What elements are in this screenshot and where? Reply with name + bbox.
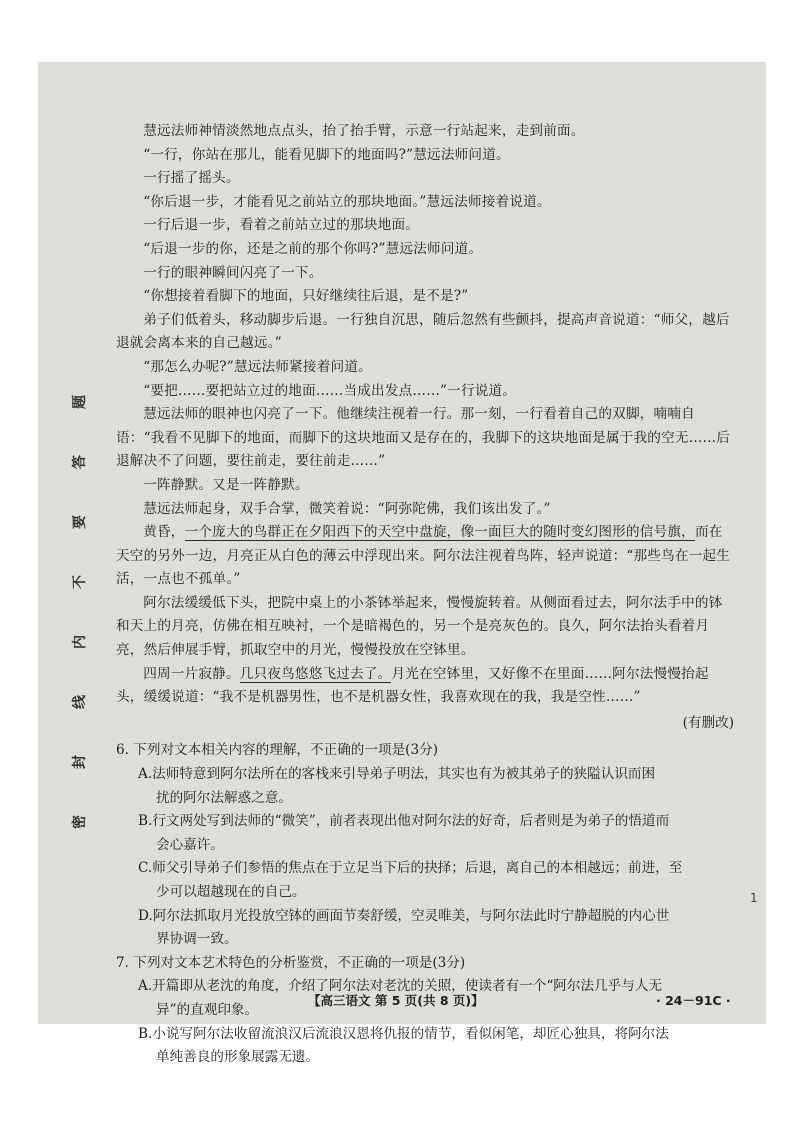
question-6-option-d <box>116 905 734 952</box>
option-letter: B. <box>138 813 153 830</box>
option-text: 开篇即从老沈的角度，介绍了阿尔法对老沈的关照，使读者有一个“阿尔法几乎与人无 <box>152 978 663 995</box>
footer-exam-code: · 24－91C · <box>656 993 731 1008</box>
option-letter: C. <box>138 860 153 877</box>
passage-paragraph: 弟子们低着头，移动脚步后退。一行独自沉思，随后忽然有些颤抖，提高声音说道：“师父，越后退就会离本来的自己越远。” <box>116 311 730 352</box>
question-6-option-b <box>116 810 734 857</box>
page-footer <box>38 987 766 1011</box>
passage-paragraph: “那怎么办呢?”慧远法师紧接着问道。 <box>143 358 372 375</box>
passage-paragraph: “要把……要把站立过的地面……当成出发点……”一行说道。 <box>143 382 517 399</box>
passage-paragraph: “你后退一步，才能看见之前站立的那块地面。”慧远法师接着说道。 <box>143 193 551 210</box>
option-text-cont: 单纯善良的形象展露无遗。 <box>156 1049 320 1066</box>
page-edge-mark: 1 <box>750 891 758 905</box>
option-letter: A. <box>138 978 153 995</box>
seal-char: 不 <box>72 575 88 589</box>
option-text-cont: 异”的直观印象。 <box>156 1001 259 1018</box>
seal-char: 要 <box>72 515 88 529</box>
passage-paragraph: “你想接着看脚下的地面，只好继续往后退，是不是?” <box>143 288 469 305</box>
seal-char: 题 <box>72 395 88 409</box>
option-text: 小说写阿尔法收留流浪汉后流浪汉恩将仇报的情节，看似闲笔，却匠心独具，将阿尔法 <box>152 1025 669 1042</box>
seal-margin <box>38 62 100 1024</box>
option-text-cont: 扰的阿尔法解惑之意。 <box>156 789 292 806</box>
option-text-cont: 少可以超越现在的自己。 <box>156 884 306 900</box>
question-6-stem: 6. 下列对文本相关内容的理解，不正确的一项是(3分) <box>116 742 439 759</box>
question-6-option-a <box>116 763 734 810</box>
seal-char: 答 <box>72 455 88 469</box>
text-run: 四周一片寂静。 <box>143 665 240 682</box>
seal-char: 内 <box>72 635 88 649</box>
underlined-sentence: 几只夜鸟悠悠飞过去了。 <box>239 665 392 682</box>
option-text: 师父引导弟子们参悟的焦点在于立足当下后的抉择；后退，离自己的本相越远；前进，至 <box>152 860 683 877</box>
passage-paragraph: 一行摇了摇头。 <box>143 170 240 187</box>
passage-paragraph: 慧远法师神情淡然地点点头，抬了抬手臂，示意一行站起来，走到前面。 <box>143 123 585 139</box>
text-run: 而在天空的另外一边，月亮正从白色的薄云中浮现出来。阿尔法注视着鸟阵，轻声说道：“那些鸟在一起生活，一点也不孤单。” <box>116 524 731 588</box>
revised-note: (有删改) <box>682 714 734 731</box>
passage-paragraph: 阿尔法缓缓低下头，把院中桌上的小茶钵举起来，慢慢旋转着。从侧面看过去，阿尔法手中的钵和天上的月亮，仿佛在相互映衬，一个是暗褐色的，另一个是亮灰色的。良久，阿尔法抬头看着月亮，然后伸展手臂，抓取空中的月光，慢慢投放在空钵里。 <box>116 594 723 659</box>
question-7-option-b <box>116 1023 734 1070</box>
passage-paragraph: “一行，你站在那儿，能看见脚下的地面吗?”慧远法师问道。 <box>143 146 510 163</box>
passage-paragraph: 一行的眼神瞬间闪亮了一下。 <box>143 264 323 281</box>
passage-paragraph: 一阵静默。又是一阵静默。 <box>143 476 309 493</box>
option-letter: A. <box>138 766 153 783</box>
seal-char: 线 <box>72 695 88 709</box>
passage-paragraph-night <box>116 663 734 710</box>
question-6-option-c <box>116 857 734 904</box>
passage-paragraph-dusk <box>116 521 734 592</box>
option-text: 行文两处写到法师的“微笑”，前者表现出他对阿尔法的好奇，后者则是为弟子的悟道而 <box>152 813 670 830</box>
passage-paragraph: 慧远法师的眼神也闪亮了一下。他继续注视着一行。那一刻，一行看着自己的双脚，喃喃自语：“我看不见脚下的地面，而脚下的这块地面又是存在的，我脚下的这块地面是属于我的空无……后退解决不了问题，要往前走，要往前走……” <box>116 406 731 470</box>
footer-page-label: 【高三语文 第 5 页(共 8 页)】 <box>308 993 484 1008</box>
exam-page-photo <box>38 62 766 1066</box>
text-run: 月光在空钵里，又好像不在里面……阿尔法慢慢抬起头，缓缓说道：“我不是机器男性，也不是机器女性，我喜欢现在的我，我是空性……” <box>116 665 709 706</box>
seal-char: 封 <box>72 755 88 769</box>
option-letter: B. <box>138 1025 153 1042</box>
question-7-stem: 7. 下列对文本艺术特色的分析鉴赏，不正确的一项是(3分) <box>116 954 466 971</box>
underlined-sentence: 一个庞大的鸟群正在夕阳西下的天空中盘旋，像一面巨大的随时变幻图形的信号旗， <box>184 524 695 541</box>
seal-char: 密 <box>72 815 88 829</box>
passage-paragraph: “后退一步的你，还是之前的那个你吗?”慧远法师问道。 <box>143 240 483 257</box>
text-run: 黄昏， <box>143 524 185 541</box>
seal-line-text <box>66 392 92 832</box>
option-letter: D. <box>138 907 153 924</box>
page-body <box>116 120 734 1070</box>
passage-paragraph: 慧远法师起身，双手合掌，微笑着说：“阿弥陀佛，我们该出发了。” <box>143 500 551 517</box>
option-text: 阿尔法抓取月光投放空钵的画面节奏舒缓，空灵唯美，与阿尔法此时宁静超脱的内心世 <box>152 907 670 924</box>
option-text-cont: 界协调一致。 <box>156 931 238 948</box>
option-text-cont: 会心嘉许。 <box>156 836 224 853</box>
option-text: 法师特意到阿尔法所在的客栈来引导弟子明法，其实也有为被其弟子的狭隘认识而困 <box>152 766 656 783</box>
passage-paragraph: 一行后退一步，看着之前站立过的那块地面。 <box>143 217 420 234</box>
